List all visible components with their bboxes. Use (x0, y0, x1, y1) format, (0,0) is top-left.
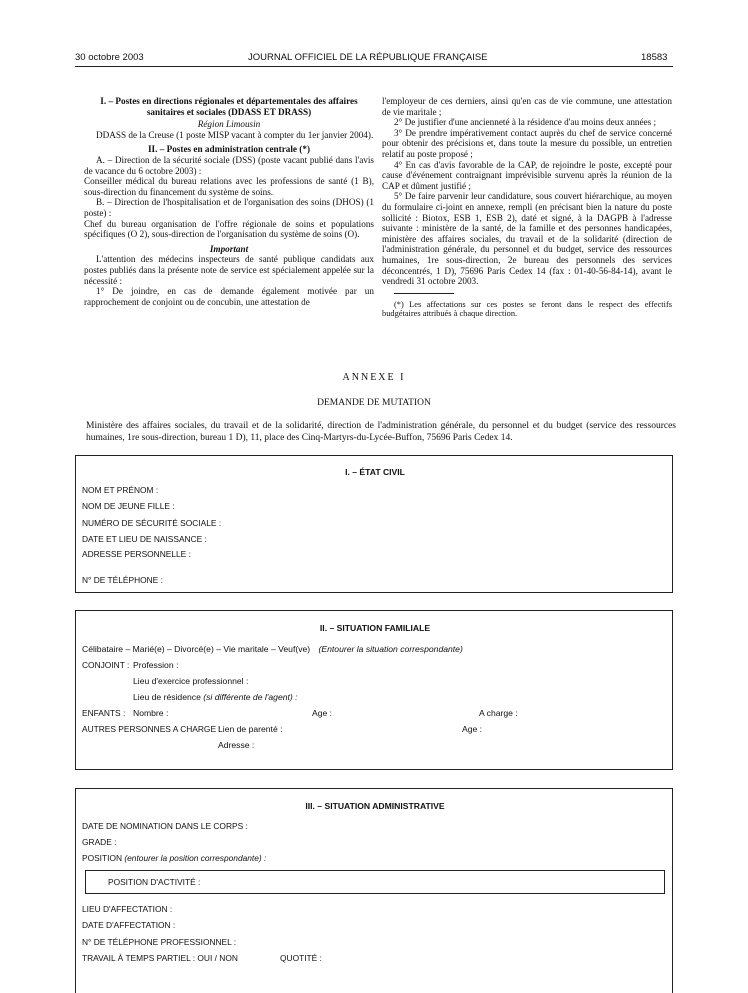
position-activite-box (85, 870, 665, 894)
right-column (382, 96, 672, 319)
status-line: Célibataire – Marié(e) – Divorcé(e) – Vie maritale – Veuf(ve) (82, 644, 311, 654)
section-2-b: B. – Direction de l'hospitalisation et de l'organisation des soins (DHOS) (1 poste) : (84, 197, 374, 218)
conjoint-label: CONJOINT : (82, 660, 130, 670)
position-note: (entourer la position correspondante) : (124, 853, 267, 863)
section-2-a: A. – Direction de la sécurité sociale (DSS) (poste vacant publié dans l'avis de vacance du 6 octobre 2003) : (84, 154, 374, 176)
footnote-rule (394, 293, 454, 294)
profession-label: Profession : (133, 660, 179, 670)
autres-adresse: Adresse : (218, 740, 255, 750)
situation-familiale-box (75, 610, 673, 770)
lieu-exercice-label: Lieu d'exercice professionnel : (133, 676, 249, 686)
field-secu: NUMÉRO DE SÉCURITÉ SOCIALE : (82, 518, 222, 528)
field-adresse: ADRESSE PERSONNELLE : (82, 549, 191, 559)
status-note: (Entourer la situation correspondante) (318, 644, 463, 654)
lieu-residence-note: (si différente de l'agent) : (203, 692, 298, 702)
lieu-affectation: LIEU D'AFFECTATION : (82, 904, 173, 914)
annexe-subtitle: DEMANDE DE MUTATION (317, 398, 431, 408)
enfants-label: ENFANTS : (82, 708, 126, 718)
status-options (82, 644, 463, 654)
enfants-nombre: Nombre : (133, 708, 169, 718)
situation-familiale-title: II. – SITUATION FAMILIALE (319, 623, 431, 633)
point-3: 3° De prendre impérativement contact auprès du chef de service concerné pour obtenir des précisions et, dans toute la mesure du possible, un entretien relatif au poste proposé ; (382, 127, 672, 159)
date-affectation: DATE D'AFFECTATION : (82, 920, 176, 930)
etat-civil-title: I. – ÉTAT CIVIL (345, 467, 405, 477)
grade: GRADE : (82, 837, 117, 847)
position-label: POSITION (82, 853, 123, 863)
tel-professionnel: N° DE TÉLÉPHONE PROFESSIONNEL : (82, 937, 237, 947)
autres-label: AUTRES PERSONNES A CHARGE : (82, 724, 221, 734)
enfants-age: Age : (312, 708, 333, 718)
position-activite: POSITION D'ACTIVITÉ : (108, 877, 201, 887)
lieu-residence-label (133, 692, 298, 702)
date-nomination: DATE DE NOMINATION DANS LE CORPS : (82, 821, 248, 831)
lieu-residence-text: Lieu de résidence (133, 692, 201, 702)
enfants-a-charge: A charge : (479, 708, 518, 718)
header-rule (75, 66, 673, 67)
point-5: 5° De faire parvenir leur candidature, sous couvert hiérarchique, au moyen du formulaire ci-joint en annexe, rempli (en précisant bien la nature du poste sollicité : Biotox, ESB 1, ESB 2), daté et signé, à la DAGPB à l'adresse suivante : ministère de la santé, de la famille et des personnes handicapées, ministère des affaires sociales, du travail et de la solidarité (direction de l'administration générale, du personnel et du budget, service des ressources humaines, 1re sous-direction, 2e bureau des personnels des services déconcentrés, 1 D), 75696 Paris Cedex 14 (fax : 01-40-56-84-14), avant le vendredi 31 octobre 2003. (382, 191, 672, 287)
field-naissance: DATE ET LIEU DE NAISSANCE : (82, 534, 207, 544)
region-label: Région Limousin (197, 119, 261, 130)
section-2-title: II. – Postes en administration centrale (*) (147, 144, 311, 155)
point-2: 2° De justifier d'une ancienneté à la résidence d'au moins deux années ; (394, 117, 657, 128)
journal-title: JOURNAL OFFICIEL DE LA RÉPUBLIQUE FRANÇAISE (248, 52, 488, 63)
section-2-b-detail: Chef du bureau organisation de l'offre régionale de soins et populations spécifiques (O 2), sous-direction de l'organisation du système de soins (O). (84, 218, 374, 240)
field-telephone: N° DE TÉLÉPHONE : (82, 575, 163, 585)
footnote: (*) Les affectations sur ces postes se feront dans le respect des effectifs budgétaires attribués à chaque direction. (382, 299, 672, 319)
header-date: 30 octobre 2003 (75, 52, 144, 63)
page-number: 18583 (641, 52, 668, 63)
section-1-title: I. – Postes en directions régionales et départementales des affaires sanitaires et sociales (DDASS ET DRASS) (100, 96, 358, 117)
important-text: L'attention des médecins inspecteurs de santé publique candidats aux postes publiés dans la présente note de service est spécialement appelée sur la nécessité : (84, 254, 374, 286)
field-nom-jeune-fille: NOM DE JEUNE FILLE : (82, 501, 175, 511)
point-1-cont: l'employeur de ces derniers, ainsi qu'en cas de vie commune, une attestation de vie maritale ; (382, 96, 672, 117)
autres-age: Age : (462, 724, 483, 734)
etat-civil-box (75, 455, 673, 593)
left-column (84, 96, 374, 307)
position-line (82, 853, 266, 863)
situation-administrative-box (75, 788, 673, 993)
annexe-title: ANNEXE I (342, 372, 406, 383)
point-4: 4° En cas d'avis favorable de la CAP, de rejoindre le poste, excepté pour cause d'événement contraignant imprévisible survenu après la réunion de la CAP et dûment justifié ; (382, 159, 672, 191)
annexe-intro: Ministère des affaires sociales, du travail et de la solidarité, direction de l'administration générale, du personnel et du budget (service des ressources humaines, 1re sous-direction, bureau 1 D), 11, place des Cinq-Martyrs-du-Lycée-Buffon, 75696 Paris Cedex 14. (86, 421, 676, 443)
important-title: Important (209, 243, 249, 254)
field-nom-prenom: NOM ET PRÉNOM : (82, 485, 159, 495)
temps-partiel: TRAVAIL À TEMPS PARTIEL : OUI / NON (82, 953, 238, 963)
situation-administrative-title: III. – SITUATION ADMINISTRATIVE (305, 801, 445, 811)
section-2-a-detail: Conseiller médical du bureau relations avec les professions de santé (1 B), sous-direction du financement du système de soins. (84, 176, 374, 197)
lien-parente: Lien de parenté : (218, 724, 283, 734)
quotite: QUOTITÉ : (280, 953, 322, 963)
point-1: 1° De joindre, en cas de demande également motivée par un rapprochement de conjoint ou de concubin, une attestation de (84, 286, 374, 307)
section-1-text: DDASS de la Creuse (1 poste MISP vacant à compter du 1er janvier 2004). (96, 129, 374, 140)
